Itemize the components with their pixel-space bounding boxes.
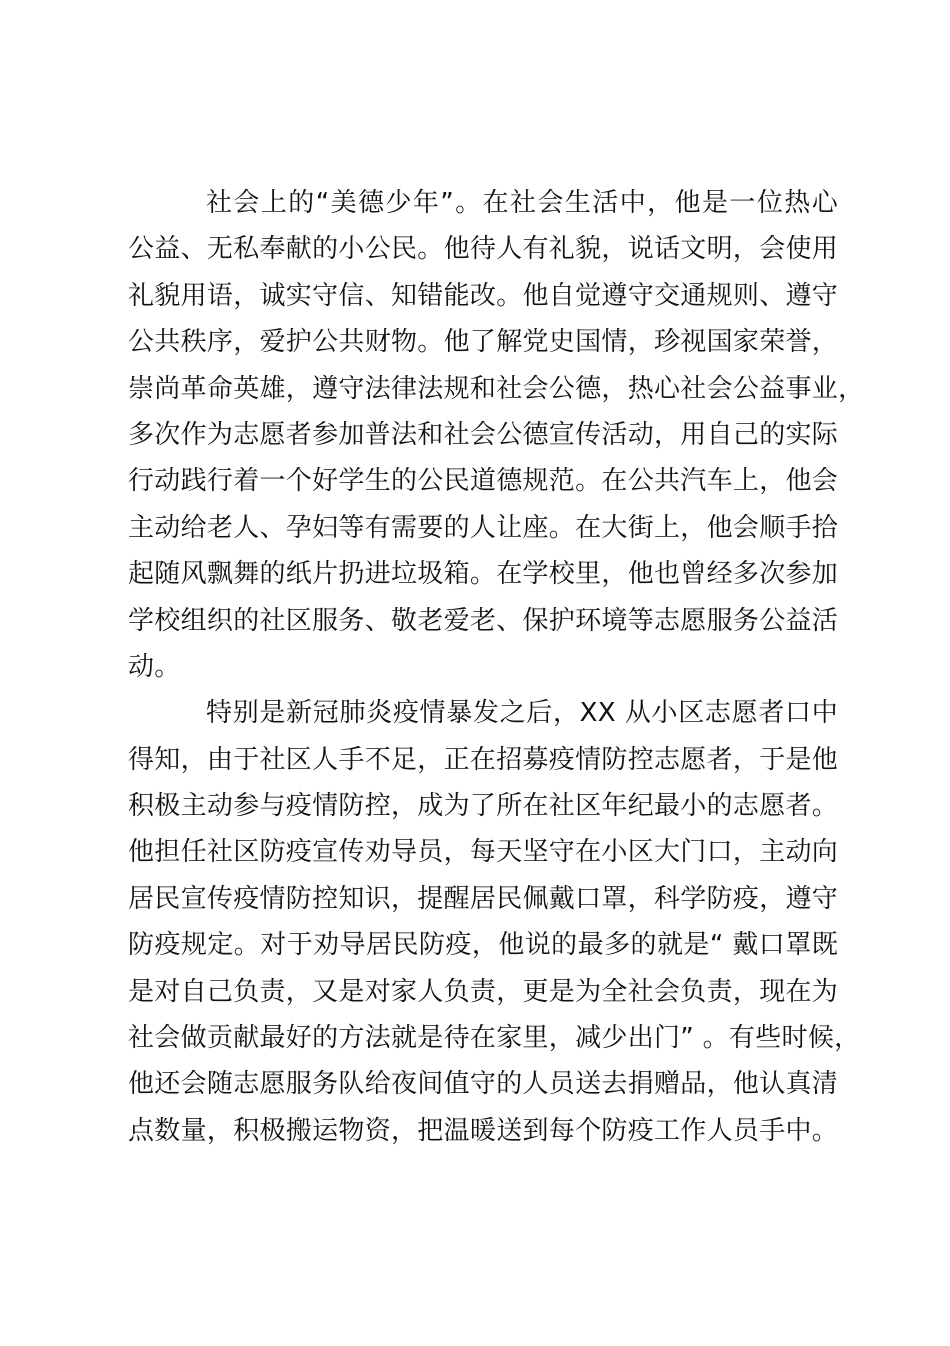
paragraph-2-line-5: 居民宣传疫情防控知识，提醒居民佩戴口罩，科学防疫，遵守 — [128, 883, 839, 914]
paragraph-1-line-2: 公益、无私奉献的小公民。他待人有礼貌，说话文明，会使用 — [128, 234, 839, 265]
paragraph-1-line-3: 礼貌用语，诚实守信、知错能改。他自觉遵守交通规则、遵守 — [128, 280, 839, 311]
paragraph-2-line-6: 防疫规定。对于劝导居民防疫，他说的最多的就是“ 戴口罩既 — [128, 930, 838, 961]
body-text — [128, 180, 865, 1154]
paragraph-2-line-4: 他担任社区防疫宣传劝导员，每天坚守在小区大门口，主动向 — [128, 837, 839, 868]
paragraph-1-line-11: 动。 — [128, 651, 181, 682]
paragraph-1-line-10: 学校组织的社区服务、敬老爱老、保护环境等志愿服务公益活 — [128, 605, 839, 636]
paragraph-1-line-4: 公共秩序，爱护公共财物。他了解党史国情，珍视国家荣誉， — [128, 327, 839, 358]
paragraph-2-line-9: 他还会随志愿服务队给夜间值守的人员送去捐赠品，他认真清 — [128, 1069, 839, 1100]
paragraph-2-line-7: 是对自己负责，又是对家人负责，更是为全社会负责，现在为 — [128, 976, 839, 1007]
paragraph-1-line-9: 起随风飘舞的纸片扔进垃圾箱。在学校里，他也曾经多次参加 — [128, 559, 839, 590]
paragraph-1-line-5: 崇尚革命英雄，遵守法律法规和社会公德，热心社会公益事业， — [128, 373, 865, 404]
paragraph-2-line-3: 积极主动参与疫情防控，成为了所在社区年纪最小的志愿者。 — [128, 791, 839, 822]
paragraph-1-line-7: 行动践行着一个好学生的公民道德规范。在公共汽车上，他会 — [128, 466, 839, 497]
paragraph-1-line-1: 社会上的“美德少年”。在社会生活中，他是一位热心 — [206, 188, 838, 218]
paragraph-1-line-6: 多次作为志愿者参加普法和社会公德宣传活动，用自己的实际 — [128, 419, 839, 450]
paragraph-2-line-1: 特别是新冠肺炎疫情暴发之后，XX 从小区志愿者口中 — [206, 698, 838, 729]
paragraph-1-line-8: 主动给老人、孕妇等有需要的人让座。在大街上，他会顺手拾 — [128, 512, 839, 543]
paragraph-2-line-10: 点数量，积极搬运物资，把温暖送到每个防疫工作人员手中。 — [128, 1115, 839, 1146]
paragraph-2-line-8: 社会做贡献最好的方法就是待在家里，减少出门” 。有些时候， — [128, 1023, 861, 1054]
paragraph-2-line-2: 得知，由于社区人手不足，正在招募疫情防控志愿者，于是他 — [128, 744, 839, 775]
